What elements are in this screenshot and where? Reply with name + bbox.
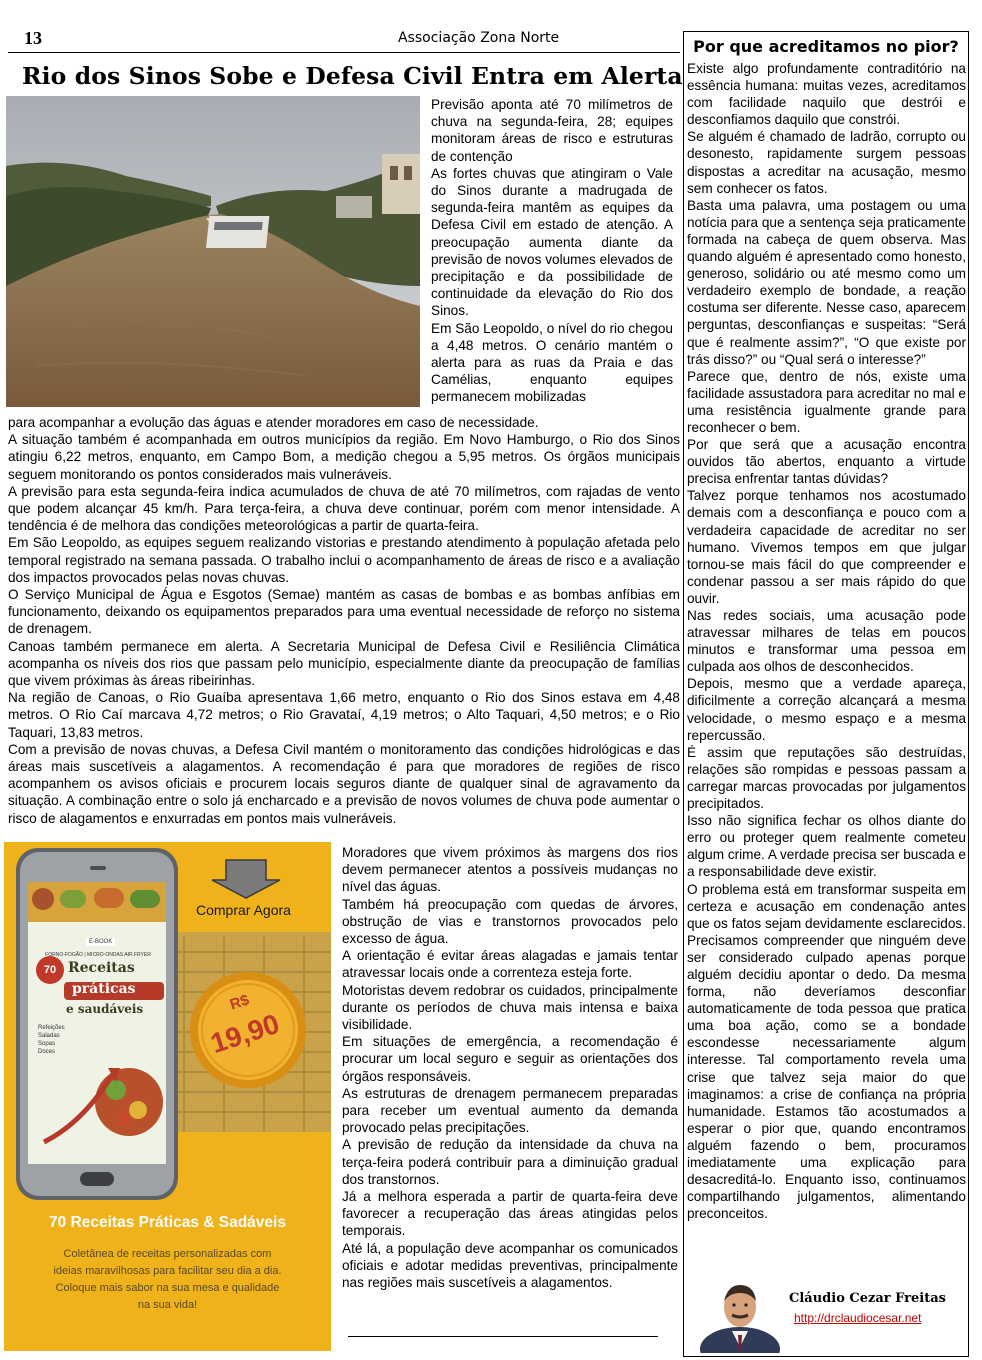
article-paragraph: Na região de Canoas, o Rio Guaíba apresentava 1,66 metro, enquanto o Rio dos Sinos estava em 4,48 metros. O Rio Caí marcava 4,72 metros; o Rio Gravataí, 4,19 metros; o Alto Taquari, 4,50 metros; e o Rio Taquari, 13,83 metros. <box>8 690 680 740</box>
ad-headline: 70 Receitas Práticas & Sadáveis <box>49 1214 286 1231</box>
ad-bullet: Doces <box>38 1049 56 1055</box>
ad-bullet: Refeições <box>38 1025 65 1031</box>
opinion-paragraph: Existe algo profundamente contraditório na essência humana: muitas vezes, acreditamos com facilidade naquilo que destrói e desconfiamos daquilo que constrói. <box>687 61 966 128</box>
opinion-column <box>683 31 969 1357</box>
ad-title-line2: práticas <box>72 981 136 997</box>
ad-description-line: Coletânea de receitas personalizadas com <box>63 1248 272 1260</box>
ad-title-line3: e saudáveis <box>66 1002 144 1016</box>
ad-bullet: Saladas <box>38 1033 60 1039</box>
author-link[interactable]: http://drclaudiocesar.net <box>794 1311 922 1325</box>
ad-price-currency: R$ <box>227 991 252 1014</box>
article-paragraph: Com a previsão de novas chuvas, a Defesa Civil mantém o monitoramento das condições hidrológicas e das áreas mais suscetíveis a alagamentos. A recomendação é para que moradores de regiões de risco acompanhem os avisos oficiais e procurem locais seguros diante de qualquer sinal de agravamento da situação. A combinação entre o solo já encharcado e a previsão de novos volumes de chuva pode aumentar o risco de alagamentos e enxurradas em pontos mais vulneráveis. <box>8 741 680 826</box>
author-portrait <box>698 1275 782 1353</box>
ad-bullet: Sopas <box>38 1041 56 1047</box>
article-paragraph: Em São Leopoldo, as equipes seguem realizando vistorias e prestando atendimento à população afetada pelo temporal registrado na semana passada. O trabalho inclui o acompanhamento de áreas de risco e a avaliação dos impactos provocados pelas novas chuvas. <box>8 535 680 585</box>
page-number: 13 <box>24 28 42 48</box>
ad-title-line1: Receitas <box>68 960 135 976</box>
article-body <box>8 414 680 827</box>
opinion-paragraph: Basta uma palavra, uma postagem ou uma notícia para que a sentença seja praticamente formada na cabeça de quem observa. Mas quando alguém é apresentado como honesto, generoso, solidário ou até mesmo como um verdadeiro exemplo de bondade, a reação costuma ser diferente. Nesse caso, aparecem perguntas, desconfianças e suspeitas: “Será que é realmente assim?”, “O que existe por trás disso?” ou “Qual será o interesse?” <box>687 197 966 367</box>
article-paragraph: As estruturas de drenagem permanecem preparadas para receber um eventual aumento da demanda provocado pelas precipitações. <box>342 1085 678 1136</box>
article-paragraph: Canoas também permanece em alerta. A Secretaria Municipal de Defesa Civil e Resiliência Climática acompanha os níveis dos rios que passam pelo município, especialmente diante da preocupação de famílias que vivem próximas às áreas ribeirinhas. <box>8 638 680 689</box>
opinion-paragraph: Por que será que a acusação encontra ouvidos tão abertos, enquanto a virtude precisa enfrentar tantas dúvidas? <box>687 437 966 487</box>
article-paragraph: O Serviço Municipal de Água e Esgotos (Semae) mantém as casas de bombas e as bombas anfíbias em funcionamento, deixando os equipamentos preparados para uma eventual necessidade de reforço no sistema de drenagem. <box>8 587 680 637</box>
ad-cta-button[interactable]: Comprar Agora <box>196 902 291 918</box>
article-paragraph: A orientação é evitar áreas alagadas e jamais tentar atravessar locais onde a correnteza esteja forte. <box>342 948 678 981</box>
article-paragraph: Em situações de emergência, a recomendação é procurar um local seguro e seguir as orientações dos órgãos responsáveis. <box>342 1034 678 1084</box>
ad-bullets <box>38 1024 65 1056</box>
opinion-paragraph: É assim que reputações são destruídas, relações são rompidas e pessoas passam a carregar marcas provocadas por julgamentos precipitados. <box>687 744 966 812</box>
article-paragraph: Já a melhora esperada a partir de quarta-feira deve favorecer a recuperação das áreas atingidas pelos temporais. <box>342 1189 678 1239</box>
article-paragraph: A situação também é acompanhada em outros municípios da região. Em Novo Hamburgo, o Rio dos Sinos atingiu 6,22 metros, enquanto, em Campo Bom, a medição chegou a 5,95 metros. Os órgãos municipais seguem monitorando os pontos considerados mais vulneráveis. <box>8 432 680 482</box>
opinion-paragraph: Parece que, dentro de nós, existe uma facilidade assustadora para acreditar no mal e uma resistência igualmente grande para reconhecer o bem. <box>687 368 966 435</box>
opinion-paragraph: Depois, mesmo que a verdade apareça, dificilmente a correção alcançará a mesma velocidade, o mesmo espaço e a mesma repercussão. <box>687 676 966 743</box>
opinion-paragraph: Talvez porque tenhamos nos acostumado demais com a desconfiança e pouco com a verdadeira capacidade de acreditar no ser humano. Vivemos tempos em que julgar tornou-se mais fácil do que compreender e condenar passou a ser mais rápido do que ouvir. <box>687 488 966 606</box>
article-subhead: Previsão aponta até 70 milímetros de chuva na segunda-feira, 28; equipes monitoram áreas de risco e estruturas de contenção <box>431 97 673 164</box>
opinion-paragraph: Se alguém é chamado de ladrão, corrupto ou desonesto, rapidamente surgem pessoas dispostas a acreditar na acusação, mesmo sem conhecer os fatos. <box>687 129 966 196</box>
article-paragraph: para acompanhar a evolução das águas e atender moradores em caso de necessidade. <box>8 415 539 430</box>
author-name: Cláudio Cezar Freitas <box>789 1291 946 1306</box>
article-paragraph: Moradores que vivem próximos às margens dos rios devem permanecer atentos a possíveis mudanças no nível das águas. <box>342 845 678 895</box>
article-paragraph: A previsão de redução da intensidade da chuva na terça-feira poderá contribuir para a diminuição gradual dos transtornos. <box>342 1137 678 1187</box>
ad-ebook-tag: E-BOOK <box>86 938 115 946</box>
article-paragraph: Também há preocupação com quedas de árvores, obstrução de vias e transtornos provocados pelo excesso de água. <box>342 896 678 947</box>
article-paragraph: Até lá, a população deve acompanhar os comunicados oficiais e adotar medidas preventivas, principalmente nas regiões mais suscetíveis a alagamentos. <box>342 1240 678 1291</box>
ebook-ad[interactable] <box>4 842 331 1351</box>
header-rule <box>8 52 680 53</box>
article-intro <box>431 96 673 406</box>
ad-ebook-subtitle: FORNO-FOGÃO | MICRO-ONDAS AIR FRYER <box>45 952 151 958</box>
opinion-paragraph: Isso não significa fechar os olhos diante do erro ou proteger quem realmente cometeu algum crime. A verdade precisa ser buscada e a responsabilidade deve existir. <box>687 813 966 880</box>
article-paragraph: A previsão para esta segunda-feira indica acumulados de chuva de até 70 milímetros, com rajadas de vento que podem alcançar 45 km/h. Para terça-feira, a chuva deve continuar, porém com menor intensidade. A tendência é de melhora das condições meteorológicas a partir de quarta-feira. <box>8 483 680 534</box>
opinion-body <box>687 60 966 1222</box>
article-headline: Rio dos Sinos Sobe e Defesa Civil Entra em Alerta <box>22 62 683 90</box>
ad-description-line: na sua vida! <box>137 1299 198 1311</box>
ad-description-line: ideias maravilhosas para facilitar seu dia a dia. <box>53 1265 282 1277</box>
ad-number-badge: 70 <box>43 964 57 976</box>
article-end-rule <box>348 1336 658 1337</box>
ad-description-line: Coloque mais sabor na sua mesa e qualidade <box>55 1282 280 1294</box>
ad-description <box>4 1246 331 1314</box>
opinion-paragraph: O problema está em transformar suspeita em certeza e acusação em condenação antes que os fatos sejam devidamente esclarecidos. Precisamos compreender que ninguém deve ser considerado culpado apenas porque alguém decidiu apontar o dedo. Da mesma forma, não deveríamos desconfiar automaticamente de toda pessoa que pratica uma boa ação, como se a bondade escondesse necessariamente algum interesse. Tal comportamento revela uma crise que talvez seja maior do que imaginamos: a crise de confiança na própria humanidade. Estamos tão acostumados a esperar o pior que, quando encontramos alguém fazendo o bem, procuramos imediatamente uma explicação para desacreditá-lo. Enquanto isso, continuamos compartilhando julgamentos, alimentando preconceitos. <box>687 881 966 1222</box>
opinion-title: Por que acreditamos no pior? <box>693 37 959 56</box>
river-photo <box>6 96 420 407</box>
article-paragraph: Motoristas devem redobrar os cuidados, principalmente durante os períodos de chuva mais intensa e baixa visibilidade. <box>342 982 678 1033</box>
opinion-paragraph: Nas redes sociais, uma acusação pode atravessar milhares de telas em poucos minutos e transformar uma pessoa em culpada aos olhos de desconhecidos. <box>687 608 966 675</box>
article-continuation <box>342 844 678 1291</box>
article-paragraph: As fortes chuvas que atingiram o Vale do Sinos durante a madrugada de segunda-feira mantêm as equipes da Defesa Civil em estado de atenção. A preocupação aumenta diante da previsão de novos volumes elevados de precipitação e da possibilidade de continuidade da elevação do Rio dos Sinos. <box>431 165 673 319</box>
ad-price: 19,90 <box>206 1007 283 1060</box>
article-paragraph: Em São Leopoldo, o nível do rio chegou a 4,48 metros. O cenário mantém o alerta para as ruas da Praia e das Camélias, enquanto equipes permanecem mobilizadas <box>431 320 673 405</box>
section-title: Associação Zona Norte <box>398 30 560 46</box>
